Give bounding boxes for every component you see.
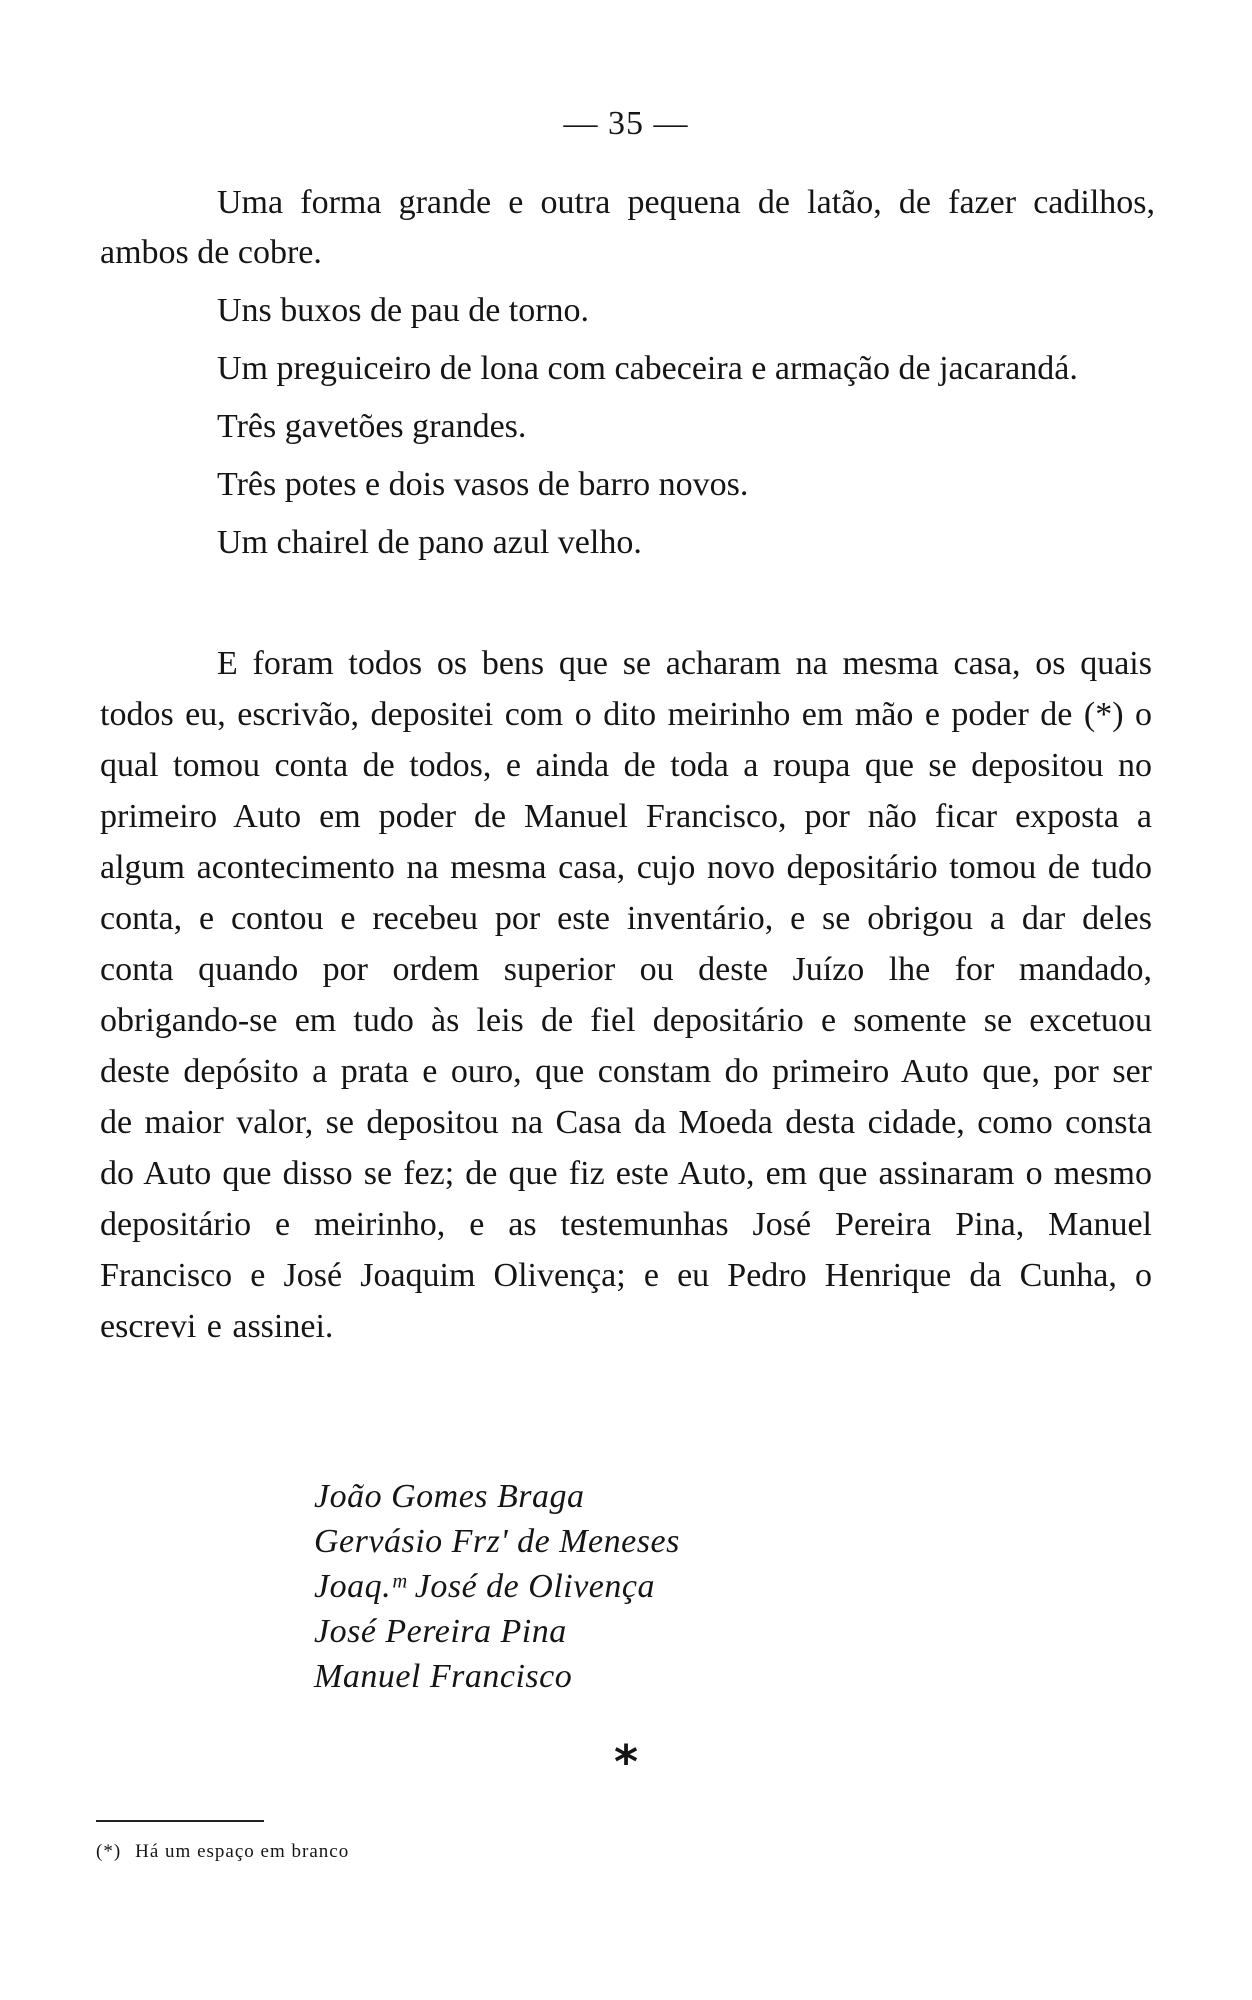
page-number: — 35 — — [563, 105, 689, 142]
inventory-item: Três potes e dois vasos de barro novos. — [217, 466, 749, 503]
inventory-item: Uns buxos de pau de torno. — [217, 292, 590, 329]
inventory-item-list — [100, 178, 1155, 576]
footnote — [96, 1840, 349, 1864]
inventory-item: Três gavetões grandes. — [217, 408, 527, 445]
section-separator-asterisk: * — [613, 1735, 639, 1789]
inventory-item: Um preguiceiro de lona com cabeceira e armação de jacarandá. — [217, 350, 1078, 387]
main-paragraph: E foram todos os bens que se acharam na mesma casa, os quais todos eu, escrivão, depositei com o dito meirinho em mão e poder de (*) o qual tomou conta de todos, e ainda de toda a roupa que se depositou no primeiro Auto em poder de Manuel Francisco, por não ficar exposta a algum acontecimento na mesma casa, cujo novo depositário tomou de tudo conta, e contou e recebeu por este inventário, e se obrigou a dar deles conta quando por ordem superior ou deste Juízo lhe for mandado, obrigando-se em tudo às leis de fiel depositário e somente se excetuou deste depósito a prata e ouro, que constam do primeiro Auto que, por ser de maior valor, se depositou na Casa da Moeda desta cidade, como consta do Auto que disso se fez; de que fiz este Auto, em que assinaram o mesmo depositário e meirinho, e as testemunhas José Pereira Pina, Manuel Francisco e José Joaquim Olivença; e eu Pedro Henrique da Cunha, o escrevi e assinei. — [100, 645, 1152, 1345]
signature-name: João Gomes Braga — [314, 1478, 585, 1515]
signature-name: Joaq.ᵐ José de Olivença — [314, 1568, 655, 1605]
signature-block — [314, 1474, 680, 1699]
signature-name: Gervásio Frz' de Meneses — [314, 1523, 680, 1560]
footnote-text: Há um espaço em branco — [135, 1841, 350, 1862]
footnote-marker: (*) — [96, 1841, 122, 1862]
signature-name: José Pereira Pina — [314, 1613, 567, 1650]
inventory-item: Uma forma grande e outra pequena de latão, de fazer cadilhos, ambos de cobre. — [100, 184, 1155, 271]
inventory-item: Um chairel de pano azul velho. — [217, 524, 642, 561]
footnote-rule — [96, 1820, 264, 1822]
signature-name: Manuel Francisco — [314, 1658, 573, 1695]
